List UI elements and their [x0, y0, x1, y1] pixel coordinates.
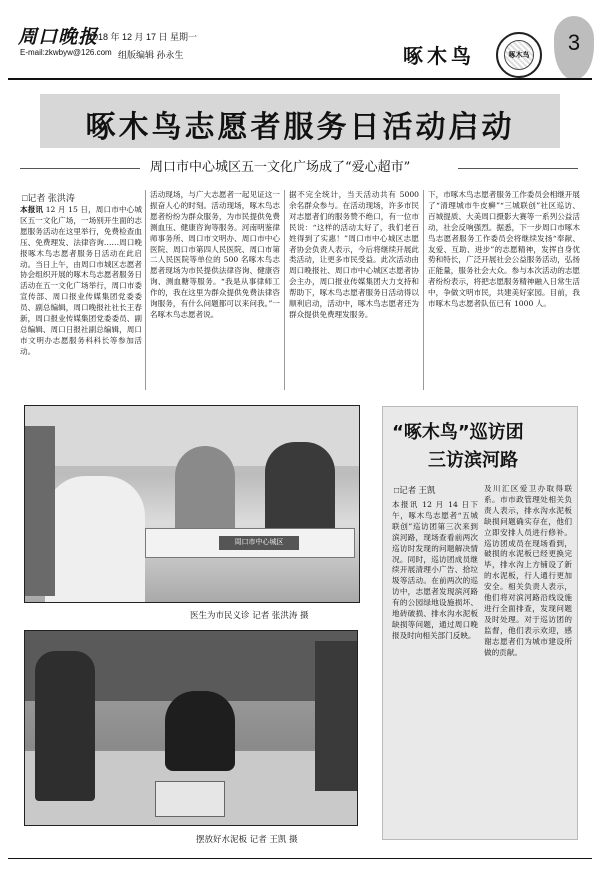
photo-medical-consultation [24, 405, 360, 603]
sidebar-column-2: 及川汇区爱卫办取得联系。市市政管理处相关负责人表示，排水沟水泥板缺损问题确实存在，他们立即安排人员进行修补。巡访团成员在现场看到，破损的水泥板已经更换完毕，排水沟上方铺设了新的水泥板，行人通行更加安全。相关负责人表示，他们将对滨河路沿线设施进行全面排查，发现问题及时处理。对于巡访团的监督，他们表示欢迎，感谢志愿者们为城市建设所做的贡献。 [484, 484, 572, 657]
subhead-rule-right [458, 168, 578, 169]
worker-figure-3 [315, 641, 358, 791]
photo-caption-1: 医生为市民义诊 记者 张洪涛 摄 [190, 611, 309, 621]
section-name: 啄木鸟 [403, 44, 475, 68]
article-lead: 本报讯 [20, 205, 44, 214]
subheadline: 周口市中心城区五一文化广场成了“爱心超市” [150, 160, 411, 175]
column-divider [423, 190, 424, 390]
main-headline: 啄木鸟志愿者服务日活动启动 [85, 110, 515, 145]
woodpecker-logo-icon [496, 32, 542, 78]
page-number: 3 [567, 30, 581, 55]
article-column-1 [20, 205, 142, 395]
article-column-2: 活动现场，与广大志愿者一起见证这一振奋人心的时刻。活动现场，啄木鸟志愿者纷纷为群众服务，为市民提供免费测血压、健康咨询等服务。河南明鉴律师事务所、周口市文明办、周口市中心医院、周口市第四人民医院、周口市第二人民医院等单位的 500 名啄木鸟志愿者现场为市民提供法律咨询、健康咨询、测血糖等服务。“我是从事律师工作的，我在这里为群众提供免费法律咨询服务，有什么问题都可以来问我。”一名啄木鸟志愿者说。 [150, 190, 280, 319]
banner-sign: 周口市中心城区 [219, 536, 299, 550]
cement-slab [155, 781, 225, 817]
photo-caption-2: 摆放好水泥板 记者 王凯 摄 [196, 835, 298, 845]
article-column-3: 据不完全统计，当天活动共有 5000 余名群众参与。在活动现场，许多市民对志愿者们的服务赞不绝口，有一位市民说：“这样的活动太好了，我们老百姓得到了实惠！”周口市中心城区志愿者协会负责人表示，今后将继续开展此类活动，让更多市民受益。此次活动由周口晚报社、周口市中心城区志愿者协会主办，周口报业传媒集团大力支持和帮助下，啄木鸟志愿者服务日活动得以顺利启动，活动中，啄木鸟志愿者还为群众提供免费理发服务。 [289, 190, 419, 319]
subhead-rule-left [20, 168, 140, 169]
logo-text: 啄木鸟 [508, 52, 530, 59]
column-divider [145, 190, 146, 390]
headline-banner [40, 94, 560, 148]
paper-name: 周口晚报 [18, 26, 99, 48]
footer-divider [8, 858, 592, 859]
masthead [8, 8, 592, 78]
sidebar-title-line-1: “啄木鸟”巡访团 [392, 422, 524, 443]
article-column-1-text: 12 月 15 日，周口市中心城区五一文化广场，一场别开生面的志愿服务活动在这里举行，免费检查血压、免费理发、法律咨询……周口晚报啄木鸟志愿者服务日活动在此启动。当日上午，由周口市城区志愿者协会组织开展的啄木鸟志愿者服务日活动在五一文化广场举行，周口市委宣传部、周口报业传媒集团党委委员、副总编辑，周口晚报社社长王春新，周口报业传媒集团党委委员、副总编辑、周口日报社副总编辑，周口市文明办志愿服务科科长等参加活动。 [20, 205, 142, 356]
worker-figure-1 [35, 651, 95, 801]
header-divider [8, 78, 592, 80]
contact-email[interactable]: E-mail:zkwbyw@126.com [20, 48, 112, 57]
page-number-badge [554, 16, 594, 80]
column-divider [284, 190, 285, 390]
photo-cement-slab [24, 630, 358, 826]
sidebar-column-1: 本报讯 12 月 14 日下午，啄木鸟志愿者“五城联创”巡访团第三次来到滨河路，现场查看前两次巡访时发现的问题解决情况。同时，巡访团成员继续开展清理小广告、拾垃圾等活动。在前两次的巡访中，志愿者发现滨河路有的公园绿地设施损坏、地砖破损、排水沟水泥板缺损等问题，通过周口晚报及时向相关部门反映。 [392, 500, 478, 640]
sidebar-title-line-2: 三访滨河路 [428, 450, 518, 471]
worker-figure-2 [165, 691, 235, 771]
issue-date: 2018 年 12 月 17 日 星期一 [88, 32, 198, 42]
article-byline: □记者 张洪涛 [22, 193, 75, 203]
article-column-4: 下，市啄木鸟志愿者服务工作委员会相继开展了“清理城市牛皮癣”“三城联创”社区巡访、百城提质、大美周口摄影大赛等一系列公益活动，社会反响强烈。据悉，下一步周口市啄木鸟志愿者服务工作委员会将继续发扬“奉献、友爱、互助、进步”的志愿精神，发挥自身优势和特长，广泛开展社会公益服务活动，弘扬正能量，服务社会大众。参与本次活动的志愿者纷纷表示，将把志愿服务精神融入日常生活中，争做文明市民，共建美好家园。目前，我市啄木鸟志愿者队伍已有 1000 人。 [428, 190, 580, 309]
crowd-figure [25, 426, 55, 596]
patient-figure [45, 476, 145, 603]
sidebar-byline: □记者 王凯 [394, 485, 436, 495]
editors: 组版编辑 孙永生 [118, 50, 184, 60]
